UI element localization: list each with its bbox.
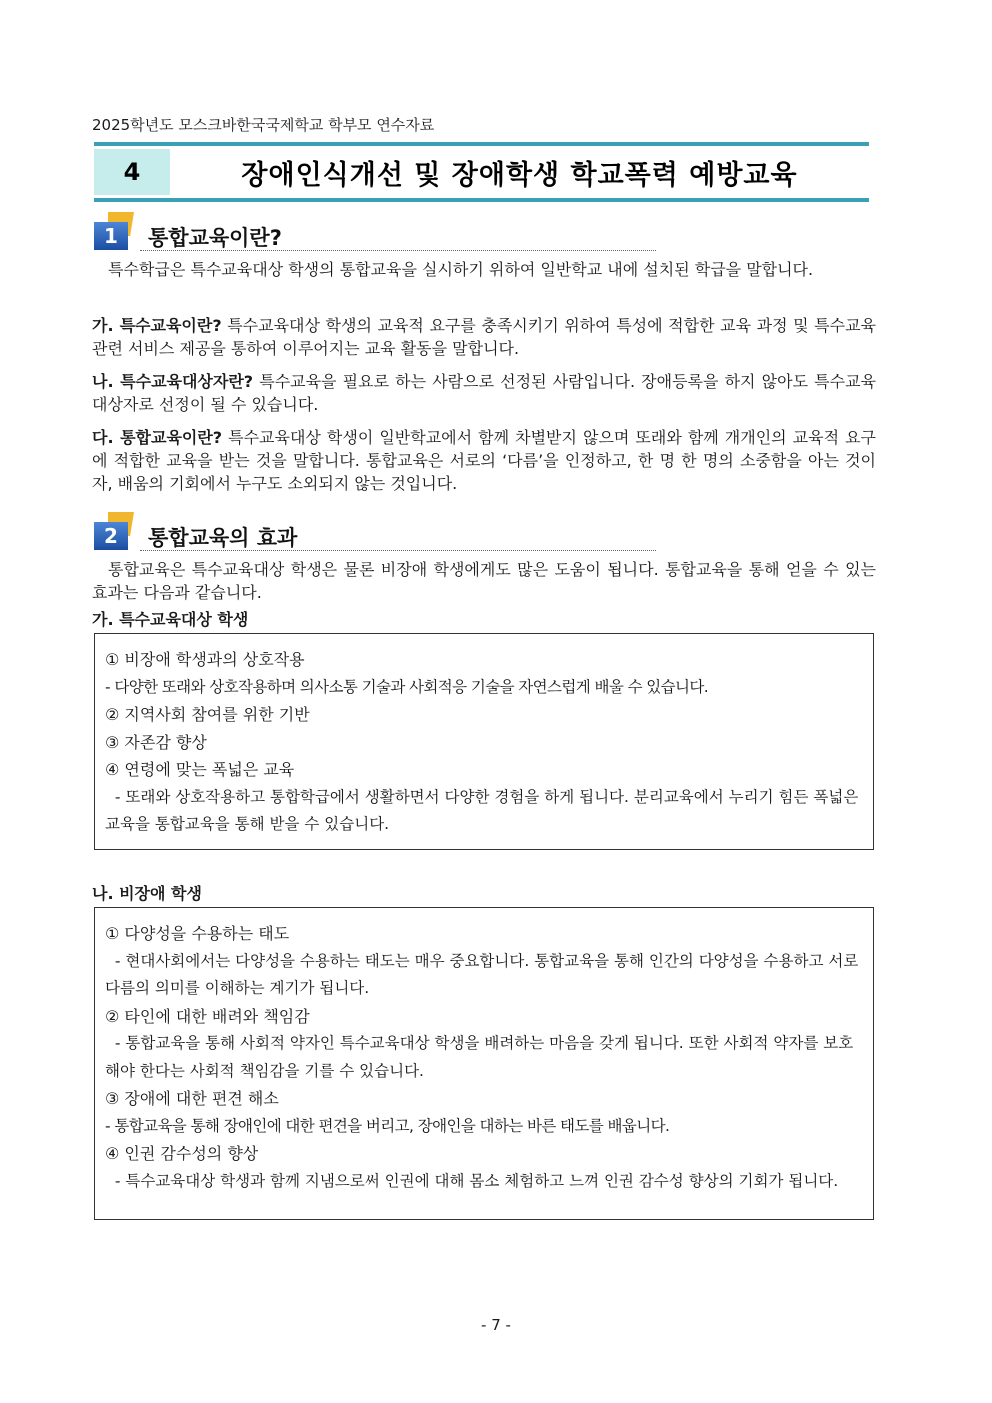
group-a-title: 가. 특수교육대상 학생 [92, 610, 249, 629]
group-b-title: 나. 비장애 학생 [92, 884, 202, 903]
benefit-heading: ④ 연령에 맞는 폭넓은 교육 [105, 760, 295, 779]
definition-label: 다. 통합교육이란? [92, 428, 223, 447]
section-number: 2 [94, 522, 128, 550]
benefit-detail: - 또래와 상호작용하고 통합학급에서 생활하면서 다양한 경험을 하게 됩니다. 분리교육에서 누리기 힘든 폭넓은 교육을 통합교육을 통해 받을 수 있습니다. [105, 787, 864, 833]
section-number: 1 [94, 222, 128, 250]
definition-text: 특수교육대상 학생의 교육적 요구를 충족시키기 위하여 특성에 적합한 교육 과정 및 특수교육 관련 서비스 제공을 통하여 이루어지는 교육 활동을 말합니다. [92, 316, 876, 358]
benefit-detail: - 통합교육을 통해 사회적 약자인 특수교육대상 학생을 배려하는 마음을 갖게 됩니다. 또한 사회적 약자를 보호해야 한다는 사회적 책임감을 기를 수 있습니다. [105, 1034, 854, 1080]
definition-special-education [92, 314, 876, 360]
chapter-title-band [94, 142, 869, 202]
section-number-badge [94, 212, 138, 252]
group-a-box [94, 633, 874, 850]
page-number: - 7 - [481, 1316, 511, 1334]
benefit-detail: - 특수교육대상 학생과 함께 지냄으로써 인권에 대해 몸소 체험하고 느껴 인권 감수성 향상의 기회가 됩니다. [105, 1171, 839, 1190]
group-b-box [94, 907, 874, 1220]
benefit-detail: - 다양한 또래와 상호작용하며 의사소통 기술과 사회적응 기술을 자연스럽게 배울 수 있습니다. [105, 677, 709, 696]
document-header: 2025학년도 모스크바한국국제학교 학부모 연수자료 [92, 116, 435, 134]
section-1-heading [94, 212, 656, 252]
definition-label: 가. 특수교육이란? [92, 316, 222, 335]
benefit-heading: ② 타인에 대한 배려와 책임감 [105, 1006, 310, 1026]
definition-special-education-target [92, 370, 876, 416]
chapter-number: 4 [94, 149, 170, 195]
benefit-detail: - 현대사회에서는 다양성을 수용하는 태도는 매우 중요합니다. 통합교육을 통해 인간의 다양성을 수용하고 서로 다름의 의미를 이해하는 계기가 됩니다. [105, 951, 864, 997]
chapter-title: 장애인식개선 및 장애학생 학교폭력 예방교육 [241, 159, 798, 191]
benefit-heading: ④ 인권 감수성의 향상 [105, 1144, 259, 1163]
definition-text: 특수교육대상 학생이 일반학교에서 함께 차별받지 않으며 또래와 함께 개개인의 교육적 요구에 적합한 교육을 받는 것을 말합니다. 통합교육은 서로의 ‘다름’을 인정하고, 한 명 한 명의 소중함을 아는 것이자, 배움의 기회에서 누구도 소외되지 않는 것입니다. [92, 428, 876, 493]
dotted-rule [140, 550, 656, 551]
benefit-heading: ③ 장애에 대한 편견 해소 [105, 1089, 279, 1108]
bottom-rule [94, 198, 869, 202]
section-2-intro: 통합교육은 특수교육대상 학생은 물론 비장애 학생에게도 많은 도움이 됩니다. 통합교육을 통해 얻을 수 있는 효과는 다음과 같습니다. [92, 560, 876, 602]
definition-label: 나. 특수교육대상자란? [92, 372, 254, 391]
section-title: 통합교육의 효과 [148, 526, 298, 550]
top-rule [94, 142, 869, 146]
benefit-heading: ③ 자존감 향상 [105, 732, 207, 752]
section-2-heading [94, 512, 656, 552]
definition-inclusive-education [92, 426, 876, 495]
section-1-intro: 특수학급은 특수교육대상 학생의 통합교육을 실시하기 위하여 일반학교 내에 설치된 학급을 말합니다. [108, 260, 814, 279]
section-title: 통합교육이란? [148, 226, 282, 250]
benefit-heading: ② 지역사회 참여를 위한 기반 [105, 705, 310, 724]
benefit-heading: ① 다양성을 수용하는 태도 [105, 924, 290, 943]
benefit-detail: - 통합교육을 통해 장애인에 대한 편견을 버리고, 장애인을 대하는 바른 태도를 배웁니다. [105, 1116, 670, 1135]
section-number-badge [94, 512, 138, 552]
definition-text: 특수교육을 필요로 하는 사람으로 선정된 사람입니다. 장애등록을 하지 않아도 특수교육대상자로 선정이 될 수 있습니다. [92, 372, 876, 414]
dotted-rule [140, 250, 656, 251]
benefit-heading: ① 비장애 학생과의 상호작용 [105, 650, 305, 669]
